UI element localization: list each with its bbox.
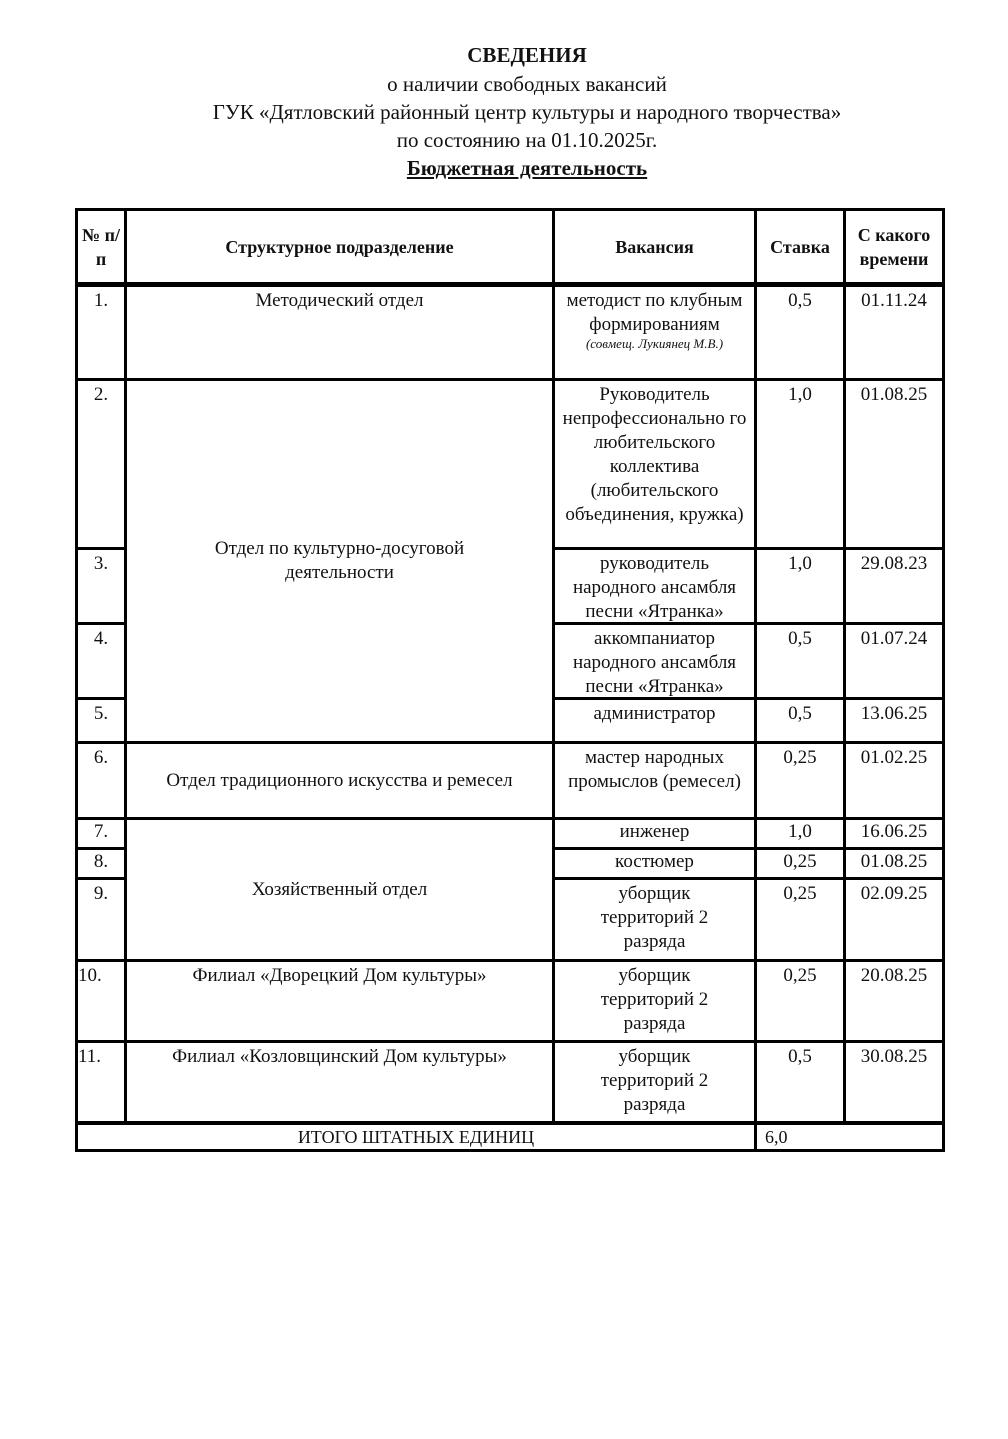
rate-cell: 0,25	[754, 959, 846, 1043]
since-cell: 02.09.25	[843, 877, 945, 962]
header-line-date: по состоянию на 01.10.2025г.	[396, 128, 658, 152]
row-number: 4.	[75, 622, 127, 700]
vacancy-cell: уборщик территорий 2 разряда	[552, 1040, 757, 1124]
col-header-rate: Ставка	[754, 208, 846, 285]
header-line-1: о наличии свободных вакансий	[387, 72, 667, 96]
rate-cell: 0,25	[754, 877, 846, 962]
department-cell: Отдел традиционного искусства и ремесел	[124, 741, 555, 820]
department-cell: Отдел по культурно-досуговой деятельности	[124, 378, 555, 744]
row-number: 6.	[75, 741, 127, 820]
rate-cell: 1,0	[754, 547, 846, 625]
total-label: ИТОГО ШТАТНЫХ ЕДИНИЦ	[75, 1122, 757, 1152]
vacancy-cell: уборщик территорий 2 разряда	[552, 959, 757, 1043]
vacancy-cell	[552, 284, 757, 381]
since-cell: 30.08.25	[843, 1040, 945, 1124]
rate-cell: 0,5	[754, 697, 846, 744]
row-number: 5.	[75, 697, 127, 744]
vacancy-cell: Руководитель непрофессионально го любительского коллектива (любительского объединения, кружка)	[552, 378, 757, 550]
row-number: 8.	[75, 847, 127, 880]
since-cell: 13.06.25	[843, 697, 945, 744]
row-number: 10.	[75, 959, 127, 1043]
vacancy-cell: аккомпаниатор народного ансамбля песни «Ятранка»	[552, 622, 757, 700]
rate-cell: 0,25	[754, 741, 846, 820]
rate-cell: 0,5	[754, 1040, 846, 1124]
vacancy-note: (совмещ. Лукиянец М.В.)	[585, 336, 724, 351]
vacancy-cell: инженер	[552, 817, 757, 850]
row-number: 1.	[75, 284, 127, 381]
row-number: 3.	[75, 547, 127, 625]
row-number: 2.	[75, 378, 127, 550]
vacancy-cell: мастер народных промыслов (ремесел)	[552, 741, 757, 820]
department-cell: Филиал «Дворецкий Дом культуры»	[124, 959, 555, 1043]
row-number: 11.	[75, 1040, 127, 1124]
rate-cell: 1,0	[754, 817, 846, 850]
col-header-vacancy: Вакансия	[552, 208, 757, 285]
vacancy-cell: руководитель народного ансамбля песни «Ятранка»	[552, 547, 757, 625]
since-cell: 01.08.25	[843, 378, 945, 550]
section-subtitle: Бюджетная деятельность	[406, 156, 648, 180]
department-cell: Хозяйственный отдел	[124, 817, 555, 962]
header-line-organization: ГУК «Дятловский районный центр культуры и народного творчества»	[212, 100, 842, 124]
since-cell: 16.06.25	[843, 817, 945, 850]
since-cell: 01.02.25	[843, 741, 945, 820]
row-number: 7.	[75, 817, 127, 850]
rate-cell: 1,0	[754, 378, 846, 550]
department-cell: Филиал «Козловщинский Дом культуры»	[124, 1040, 555, 1124]
total-value: 6,0	[754, 1122, 945, 1152]
rate-cell: 0,5	[754, 622, 846, 700]
since-cell: 20.08.25	[843, 959, 945, 1043]
col-header-department: Структурное подразделение	[124, 208, 555, 285]
since-cell: 29.08.23	[843, 547, 945, 625]
vacancy-text: методист по клубным формированиям	[566, 290, 743, 335]
col-header-number: № п/п	[75, 208, 127, 285]
rate-cell: 0,25	[754, 847, 846, 880]
since-cell: 01.07.24	[843, 622, 945, 700]
department-cell: Методический отдел	[124, 284, 555, 381]
vacancy-cell: костюмер	[552, 847, 757, 880]
row-number: 9.	[75, 877, 127, 962]
since-cell: 01.08.25	[843, 847, 945, 880]
document-title: СВЕДЕНИЯ	[467, 43, 587, 67]
col-header-since: С какого времени	[843, 208, 945, 285]
since-cell: 01.11.24	[843, 284, 945, 381]
vacancy-cell: уборщик территорий 2 разряда	[552, 877, 757, 962]
vacancy-cell: администратор	[552, 697, 757, 744]
rate-cell: 0,5	[754, 284, 846, 381]
